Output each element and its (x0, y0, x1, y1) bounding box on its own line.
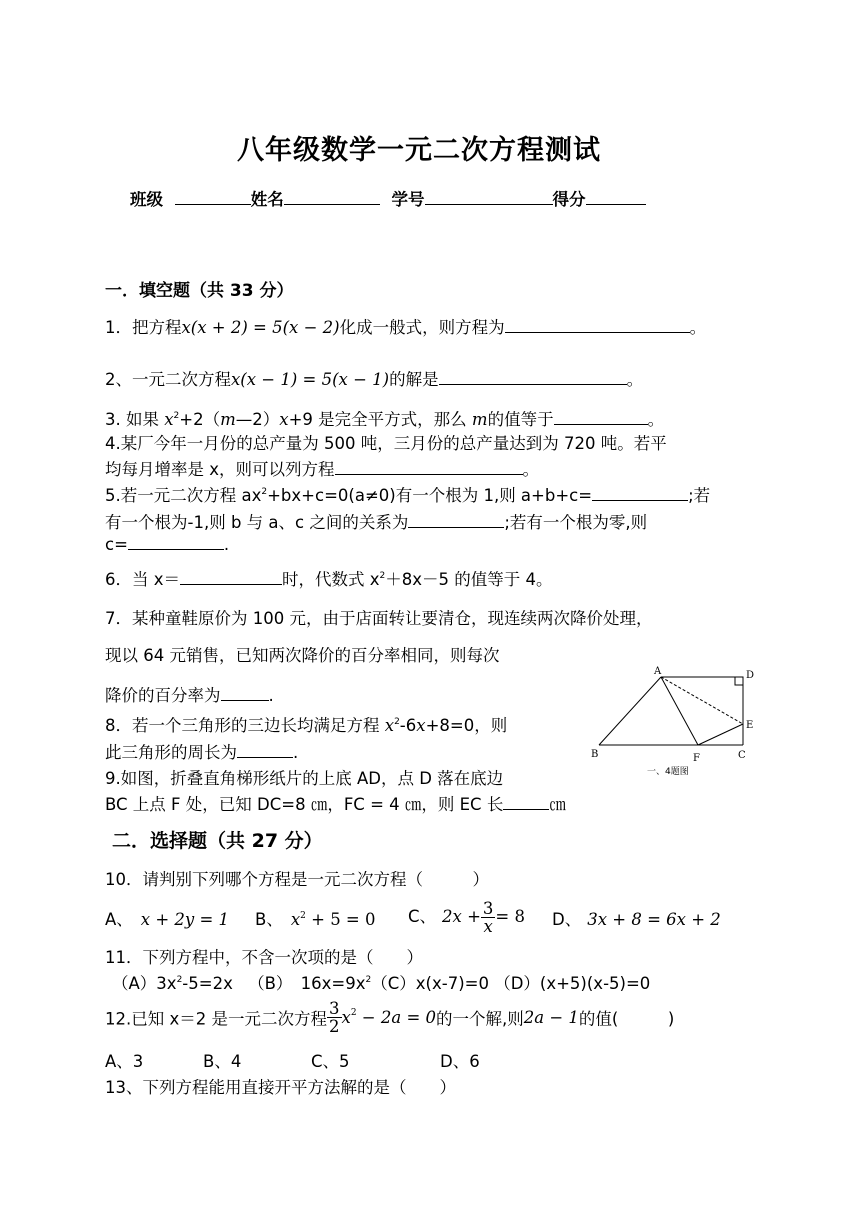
q3-var-m2: m (471, 410, 488, 429)
q6-answer-blank[interactable] (180, 570, 282, 585)
q2-end: 。 (626, 370, 644, 389)
q12-option-d[interactable]: D、6 (440, 1052, 480, 1071)
label-B: B (591, 749, 599, 760)
q9-text: BC 上点 F 处，已知 DC=8 ㎝，FC = 4 ㎝，则 EC 长 (105, 795, 504, 814)
edge-AB (599, 677, 661, 745)
q4-end: 。 (522, 460, 540, 479)
q5-text-line2b: ;若有一个根为零,则 (504, 513, 648, 532)
question-4-line-2 (105, 456, 539, 480)
q11-option-d[interactable]: （D）(x+5)(x-5)=0 (494, 974, 651, 993)
question-3 (105, 406, 664, 430)
figure-caption: 一、4题图 (647, 767, 689, 777)
q1-text-a: 1．把方程 (105, 318, 182, 337)
question-5-line-1 (105, 482, 710, 506)
q2-equation: x(x − 1) = 5(x − 1) (231, 370, 390, 389)
q3-text-b: +2（ (179, 410, 221, 429)
q1-answer-blank[interactable] (505, 318, 690, 333)
question-6 (105, 566, 553, 590)
question-9-line-1: 9.如图，折叠直角梯形纸片的上底 AD，点 D 落在底边 (105, 769, 504, 788)
question-5-line-3 (105, 535, 229, 554)
question-5-line-2 (105, 509, 647, 533)
label-D: D (746, 670, 755, 681)
q5-exponent: 2 (261, 487, 268, 497)
question-8-line-2 (105, 739, 298, 763)
q12-expression: 2a − 1 (523, 1008, 579, 1027)
q1-equation: x(x + 2) = 5(x − 2) (181, 318, 340, 337)
q6-text-c: ＋8x－5 的值等于 4。 (385, 570, 553, 589)
q3-answer-blank[interactable] (554, 410, 648, 425)
score-blank[interactable] (586, 190, 646, 205)
q3-end: 。 (647, 410, 665, 429)
q7-text: 降价的百分率为 (105, 686, 221, 705)
q11-option-b[interactable]: （B） $16x=9x^2$ (248, 974, 372, 993)
q5-blank-1[interactable] (592, 486, 688, 501)
q11-option-c[interactable]: （C）x(x-7)=0 (371, 974, 489, 993)
q10-option-b[interactable]: B、 $x^2 + 5 = 0$ (255, 910, 376, 929)
q3-text-c: —2） (235, 410, 280, 429)
q8-answer-blank[interactable] (237, 743, 293, 758)
label-E: E (746, 720, 754, 731)
q5-text-line2a: 有一个根为-1,则 b 与 a、c 之间的关系为 (105, 513, 409, 532)
q6-text-b: 时，代数式 x (282, 570, 380, 589)
q6-text-a: 6．当 x＝ (105, 570, 181, 589)
q12-option-b[interactable]: B、4 (203, 1052, 242, 1071)
class-label: 班级 (130, 190, 163, 209)
id-blank[interactable] (425, 190, 553, 205)
q12-text-a: 12.已知 x＝2 是一元二次方程 (105, 1009, 327, 1029)
q3-var-x: x (164, 410, 174, 429)
q7-end: . (268, 686, 274, 705)
q3-var-x2: x (279, 410, 289, 429)
q6-exponent: 2 (379, 571, 386, 581)
q4-answer-blank[interactable] (335, 460, 523, 475)
q8-end: . (293, 743, 299, 762)
q12-frac-num: 3 (329, 999, 340, 1018)
q12-frac-den: 2 (329, 1017, 340, 1036)
q9-answer-blank[interactable] (503, 795, 549, 810)
question-13-stem: 13、下列方程能用直接开平方法解的是（ ） (105, 1078, 456, 1097)
q5-text-c: ;若 (688, 486, 711, 505)
label-C: C (738, 750, 746, 761)
q10-option-c[interactable]: C、 2x + $\frac{3}{x}$ = 8 (408, 899, 525, 936)
name-blank[interactable] (284, 190, 380, 205)
question-12-options (105, 1048, 505, 1070)
q7-answer-blank[interactable] (221, 686, 269, 701)
q10-option-a[interactable]: A、 x + 2y = 1 (105, 910, 230, 929)
student-info-row (130, 186, 646, 210)
question-9-line-2 (105, 791, 566, 815)
question-2 (105, 366, 643, 390)
label-A: A (654, 666, 662, 677)
q10-option-d[interactable]: D、 3x + 8 = 6x + 2 (552, 910, 721, 929)
name-label: 姓名 (250, 190, 284, 209)
q8-exponent: 2 (394, 717, 400, 727)
q5-blank-2[interactable] (408, 513, 504, 528)
label-F: F (693, 753, 700, 764)
right-angle-mark (735, 677, 743, 685)
q9-unit: ㎝ (549, 795, 566, 814)
question-4-line-1: 4.某厂今年一月份的总产量为 500 吨，三月份的总产量达到为 720 吨。若平 (105, 434, 667, 453)
q3-var-m: m (220, 410, 236, 429)
question-10-options (105, 900, 765, 940)
q3-text-a: 3. 如果 (105, 410, 165, 429)
q8-text-line2: 此三角形的周长为 (105, 743, 237, 762)
q2-text-a: 2、一元二次方程 (105, 370, 231, 389)
section-heading-fill-in: 一．填空题（共 33 分） (105, 281, 294, 301)
section-heading-multiple-choice: 二．选择题（共 27 分） (112, 830, 323, 852)
q4-text: 均每月增率是 x，则可以列方程 (105, 460, 335, 479)
q8-var-x: x (384, 716, 395, 735)
q3-text-d: +9 是完全平方式，那么 (288, 410, 472, 429)
q5-blank-3[interactable] (128, 535, 224, 550)
q5-text-line3a: c= (105, 535, 128, 554)
q11-option-a[interactable]: $(A)3x^2-5=2x$ (112, 974, 233, 993)
question-7-line-2: 现以 64 元销售，已知两次降价的百分率相同，则每次 (105, 646, 500, 665)
q12-equation-rest: − 2a = 0 (356, 1008, 437, 1027)
question-7-line-3 (105, 682, 274, 706)
question-7-line-1: 7．某种童鞋原价为 100 元，由于店面转让要清仓，现连续两次降价处理， (105, 609, 653, 628)
q8-text-b: -6 (399, 716, 417, 735)
q8-var-x2: x (416, 716, 426, 735)
q2-answer-blank[interactable] (439, 370, 627, 385)
q2-text-b: 的解是 (389, 370, 439, 389)
fold-FE (698, 724, 743, 745)
q3-exponent: 2 (173, 411, 180, 421)
class-blank[interactable] (175, 190, 251, 205)
trapezoid-figure (585, 660, 765, 780)
q12-option-c[interactable]: C、5 (311, 1052, 350, 1071)
question-12: 12.已知 x＝2 是一元二次方程 $\frac{3}{2}$ $x^2 - 2a = 0$的一个解,则2a − 1的值( ) (105, 999, 675, 1036)
q5-text-a: 5.若一元二次方程 ax (105, 486, 262, 505)
question-11-options (112, 970, 650, 994)
q1-text-b: 化成一般式，则方程为 (339, 318, 505, 337)
q8-text-a: 8．若一个三角形的三边长均满足方程 (105, 716, 385, 735)
q1-end: 。 (689, 318, 707, 337)
q3-text-e: 的值等于 (487, 410, 554, 429)
question-11-stem: 11．下列方程中，不含一次项的是（ ） (105, 948, 423, 967)
q12-text-b: 的一个解,则 (436, 1009, 524, 1029)
q10-a-equation: x + 2y = 1 (140, 910, 230, 929)
question-1 (105, 314, 706, 338)
q5-text-b: +bx+c=0(a≠0)有一个根为 1,则 a+b+c= (267, 486, 593, 505)
page-title: 八年级数学一元二次方程测试 (237, 135, 601, 166)
question-10-stem: 10．请判别下列哪个方程是一元二次方程（ ） (105, 870, 489, 889)
q5-text-line3b: . (223, 535, 230, 554)
q12-text-c: 的值( ) (578, 1009, 675, 1029)
score-label: 得分 (552, 190, 586, 209)
question-8-line-1 (105, 712, 507, 736)
id-label: 学号 (391, 190, 425, 209)
q12-option-a[interactable]: A、3 (105, 1052, 144, 1071)
q8-text-c: +8=0，则 (425, 716, 508, 735)
